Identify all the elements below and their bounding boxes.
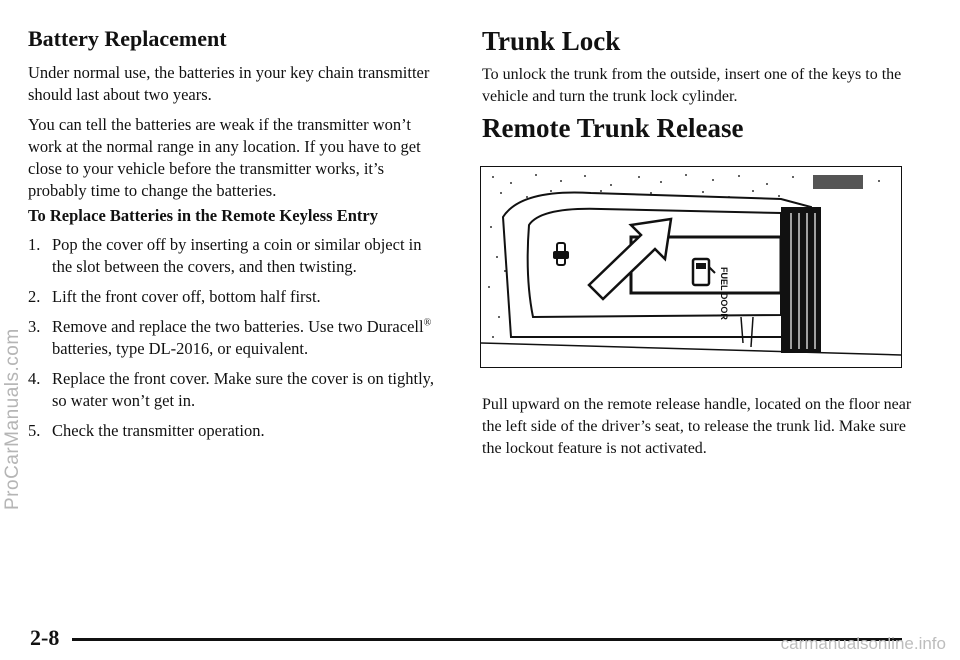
fuel-door-label: FUEL DOOR bbox=[719, 267, 729, 320]
speckled-shadow bbox=[813, 175, 863, 189]
remote-trunk-release-heading: Remote Trunk Release bbox=[482, 113, 744, 143]
trunk-lock-paragraph: To unlock the trunk from the outside, insert one of the keys to the vehicle and turn the trunk lock cylinder. bbox=[482, 66, 902, 105]
remote-release-paragraph: Pull upward on the remote release handle, located on the floor near the left side of the driver’s seat, to release the trunk lid. Make sure the lockout feature is not activated. bbox=[482, 396, 912, 457]
trunk-lock-heading: Trunk Lock bbox=[482, 26, 621, 56]
list-item bbox=[28, 286, 438, 308]
list-item bbox=[28, 368, 438, 412]
floor-line bbox=[481, 343, 901, 355]
step-text: Replace the front cover. Make sure the cover is on tightly, so water won’t get in. bbox=[52, 369, 434, 410]
step-text: Lift the front cover off, bottom half first. bbox=[52, 287, 321, 306]
battery-life-paragraph: Under normal use, the batteries in your key chain transmitter should last about two years. bbox=[28, 63, 430, 104]
list-item bbox=[28, 420, 438, 442]
registered-mark: ® bbox=[423, 317, 432, 329]
step-text: Pop the cover off by inserting a coin or similar object in the slot between the covers, and then twisting. bbox=[52, 235, 422, 276]
release-handle-drawing bbox=[481, 167, 901, 367]
vertical-watermark: ProCarManuals.com bbox=[2, 328, 23, 510]
step-number: 1. bbox=[28, 235, 41, 254]
footer-rule bbox=[72, 638, 902, 641]
step-number: 3. bbox=[28, 317, 41, 336]
weak-battery-paragraph: You can tell the batteries are weak if the transmitter won’t work at the normal range in any location. If you have to get close to your vehicle before the transmitter works, it’s probably time to change the batteries. bbox=[28, 115, 421, 200]
replace-batteries-subheading: To Replace Batteries in the Remote Keyless Entry bbox=[28, 206, 378, 225]
step-text-continued: batteries, type DL-2016, or equivalent. bbox=[52, 339, 309, 358]
site-watermark: carmanualsonline.info bbox=[780, 634, 946, 653]
remote-release-illustration bbox=[480, 166, 902, 368]
list-item bbox=[28, 316, 438, 360]
list-item bbox=[28, 234, 438, 278]
step-text: Remove and replace the two batteries. Use two Duracell bbox=[52, 317, 424, 336]
step-number: 2. bbox=[28, 287, 41, 306]
replacement-steps-list bbox=[28, 234, 438, 450]
step-number: 5. bbox=[28, 421, 41, 440]
step-number: 4. bbox=[28, 369, 41, 388]
page-number: 2-8 bbox=[30, 625, 60, 650]
step-text: Check the transmitter operation. bbox=[52, 421, 265, 440]
battery-replacement-heading: Battery Replacement bbox=[28, 26, 227, 51]
